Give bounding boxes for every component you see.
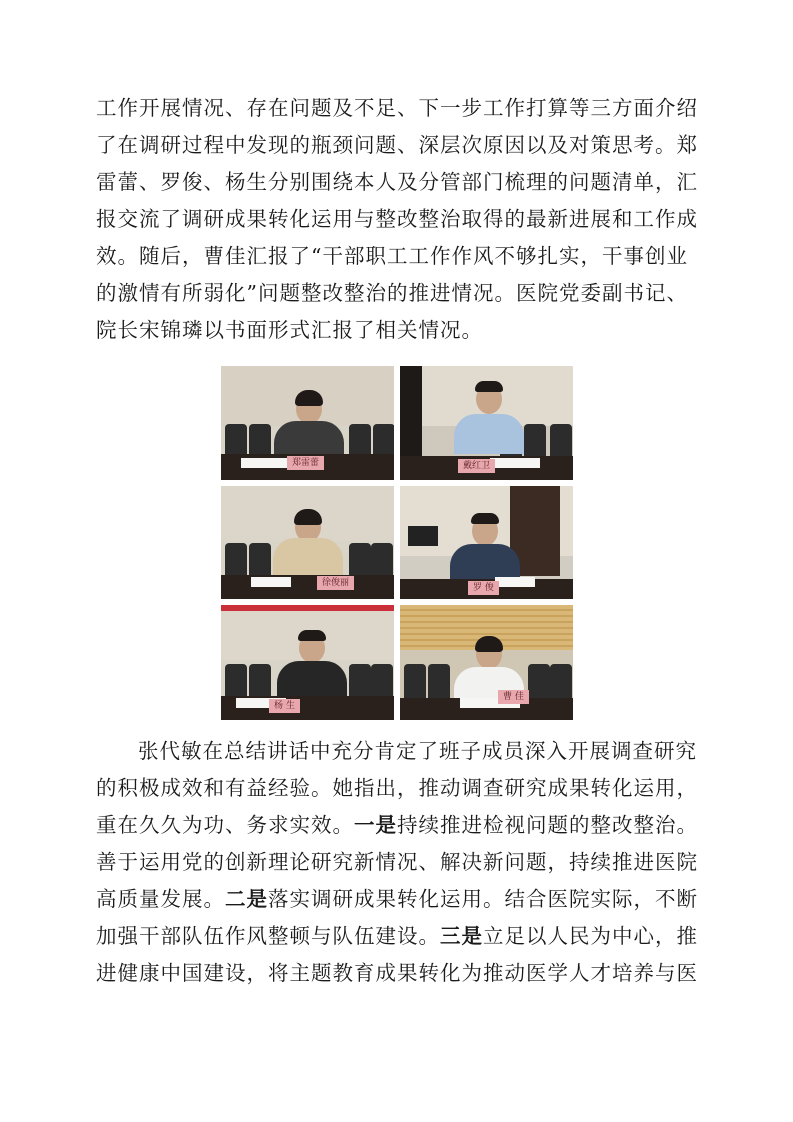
body-paragraph-2: [96, 733, 700, 992]
nameplate-5: 杨 生: [269, 699, 300, 713]
point-2-text: 落实调研成果转化运用。结合医院实际，不断加强干部队伍作风整顿与队伍建设。: [96, 887, 698, 948]
point-1-label: 一是: [354, 813, 397, 837]
photo-4: [400, 486, 573, 599]
photo-3: [221, 486, 394, 599]
photo-5: [221, 605, 394, 720]
meeting-photo-grid: [221, 366, 573, 720]
photo-6: [400, 605, 573, 720]
summary-intro: 张代敏在总结讲话中充分肯定了班子成员深入开展调查研究的积极成效和有益经验。她指出，推动调查研究成果转化运用，重在久久为功、务求实效。: [96, 739, 698, 837]
body-paragraph-1: 工作开展情况、存在问题及不足、下一步工作打算等三方面介绍了在调研过程中发现的瓶颈问题、深层次原因以及对策思考。郑雷蕾、罗俊、杨生分别围绕本人及分管部门梳理的问题清单，汇报交流了调研成果转化运用与整改整治取得的最新进展和工作成效。随后，曹佳汇报了“干部职工工作作风不够扎实，干事创业的激情有所弱化”问题整改整治的推进情况。医院党委副书记、院长宋锦璘以书面形式汇报了相关情况。: [96, 96, 698, 342]
nameplate-4: 罗 俊: [468, 581, 499, 595]
point-3-label: 三是: [440, 924, 483, 948]
photo-1: [221, 366, 394, 480]
nameplate-3: 徐俊丽: [317, 576, 354, 590]
nameplate-2: 戴红卫: [458, 459, 495, 473]
point-3-text: 立足以人民为中心，推进健康中国建设，将主题教育成果转化为推动医学人才培养与医: [96, 924, 698, 985]
photo-2: [400, 366, 573, 480]
point-1-text: 持续推进检视问题的整改整治。善于运用党的创新理论研究新情况、解决新问题，持续推进医院高质量发展。: [96, 813, 698, 911]
nameplate-1: 郑雷蕾: [287, 456, 324, 470]
nameplate-6: 曹 佳: [498, 690, 529, 704]
point-2-label: 二是: [225, 887, 268, 911]
